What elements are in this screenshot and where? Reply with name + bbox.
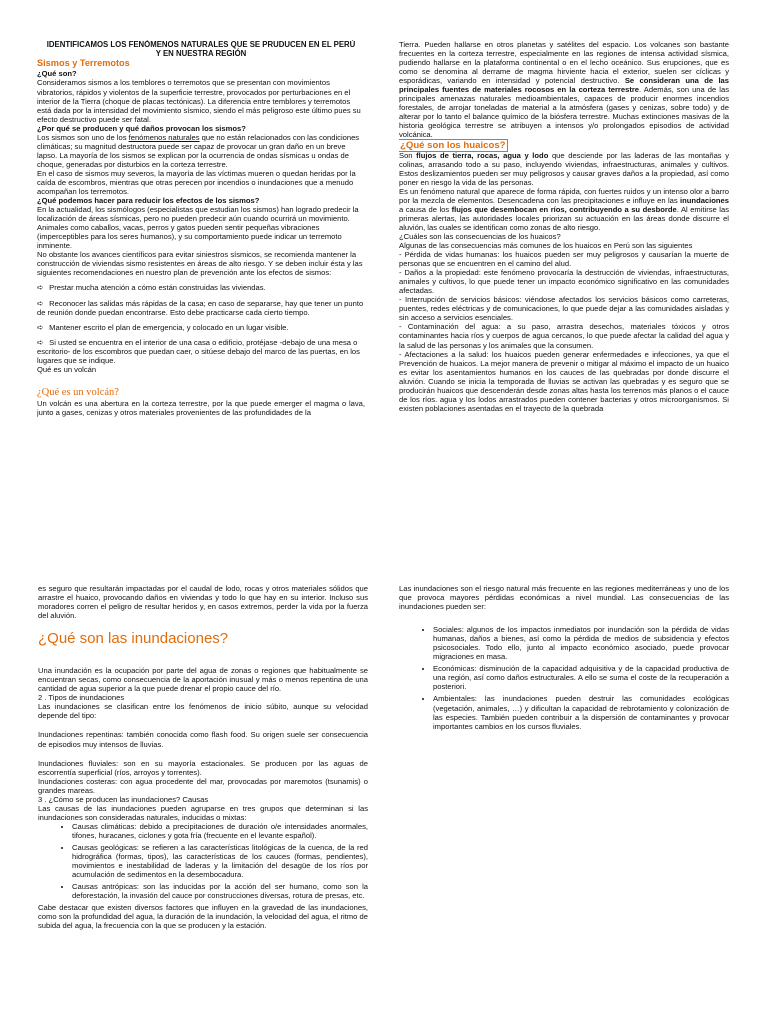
huaicos-heading: ¿Qué son los huaicos? [400,139,506,151]
page1-left-column [37,40,365,502]
question-por-que: ¿Por qué se producen y qué daños provocan los sismos? [37,123,246,133]
recommendation-item: ➪ Reconocer las salidas más rápidas de la casa; en caso de separarse, hay que tener un punto de reunión donde puedan encontrarse. Esto debe practicarse cada cierto tiempo. [37,298,364,317]
question-que-son: ¿Qué son? [37,69,77,79]
arrow-icon: ➪ [37,322,44,332]
sismos-heading: Sismos y Terremotos [37,58,130,69]
paragraph: - Interrupción de servicios básicos: viéndose afectados los servicios básicos como carreteras, puentes, redes eléctricas y de comunicaciones, lo que puede dejar a las comunidades aisladas y sin acceso a servicios esenciales. [399,295,729,323]
list-item: • Causas antrópicas: son las inducidas por la acción del ser humano, como son la deforestación, la invasión del cauce por construcciones diversas, rotura de presas, etc. [72,882,368,900]
paragraph: 2 . Tipos de inundaciones [38,693,125,703]
paragraph: Algunas de las consecuencias más comunes de los huaicos en Perú son las siguientes [399,240,693,250]
paragraph: Son flujos de tierra, rocas, agua y lodo que desciende por las laderas de las montañas y colinas, arrasando todo a su paso, incluyendo viviendas, infraestructuras, animales y cultivos. Estos deslizamientos pueden ser muy peligrosos y causar graves daños a la propiedad, así como poner en riesgo la vida de las personas. [399,150,729,187]
paragraph: - Daños a la propiedad: este fenómeno provocaría la destrucción de viviendas, infraestructuras, animales y cultivos, lo que puede tener un impacto económico significativo en las comunidades afectadas. [399,268,729,296]
paragraph: Los sismos son uno de los fenómenos naturales que no están relacionados con las condiciones climáticas; su magnitud destructora puede ser capaz de provocar un gran daño en un breve lapso. La mayoría de los sismos se explican por la ocurrencia de ondas sísmicas u ondas de choque, generadas por disturbios en la corteza terrestre. [37,132,360,169]
fenomenos-naturales-link[interactable]: fenómenos naturales [128,132,200,142]
arrow-icon: ➪ [37,337,44,347]
recommendation-item: ➪ Mantener escrito el plan de emergencia, y colocado en un lugar visible. [37,322,289,332]
paragraph: Qué es un volcán [37,364,97,374]
inundaciones-heading: ¿Qué son las inundaciones? [38,630,229,648]
list-item: • Sociales: algunos de los impactos inmediatos por inundación son la pérdida de vidas humanas, daños a bienes, así como la pérdida de medios de subsidencia y efectos psicosociales. Todo ello, junto al impacto económico asociado, puede provocar migraciones en masa. [433,625,729,661]
paragraph: es seguro que resultarán impactadas por el caudal de lodo, rocas y otros materiales sólidos que arrastre el huaico, provocando daños en viviendas y todo lo que hay en su interior. Incluso sus moradores corren el peligro de resultar heridos y, en casos extremos, perder la vida por la fuerza del aluvión. [38,584,368,621]
paragraph: En la actualidad, los sismólogos (especialistas que estudian los sismos) han logrado predecir la localización de áreas sísmicas, pero no pueden predecir aún cuando ocurrirá un movimiento. Animales como caballos, vacas, perros y gatos pueden sentir pequeñas vibraciones (imperceptibles para los seres humanos), y su comportamiento puede indicar un terremoto inminente. [37,205,359,251]
page2-right-column [399,584,729,804]
arrow-icon: ➪ [37,283,44,293]
paragraph: Inundaciones repentinas: también conocida como flash food. Su origen suele ser consecuencia de episodios muy intensos de lluvias. [38,730,368,749]
document-title: IDENTIFICAMOS LOS FENÓMENOS NATURALES QUE SE PRUDUCEN EN EL PERÚ Y EN NUESTRA REGIÓN [46,40,356,59]
arrow-icon: ➪ [37,298,44,308]
page1-right-column [399,40,729,504]
paragraph: Inundaciones costeras: con agua procedente del mar, provocadas por maremotos (tsunamis) o grandes mareas. [38,776,368,795]
question-que-hacer: ¿Qué podemos hacer para reducir los efectos de los sismos? [37,196,260,206]
paragraph: Las inundaciones se clasifican entre los fenómenos de inicio súbito, aunque su velocidad depende del tipo: [38,702,368,721]
paragraph: ¿Cuáles son las consecuencias de los huaicos? [399,231,561,241]
paragraph: Un volcán es una abertura en la corteza terrestre, por la que puede emerger el magma o lava, junto a gases, cenizas y otros materiales provenientes de las profundidades de la [37,398,365,417]
list-item: • Económicas: disminución de la capacidad adquisitiva y de la capacidad productiva de una región, así como daños estructurales. A ello se suma el coste de la recuperación a posteriori. [433,664,729,691]
paragraph: Las inundaciones son el riesgo natural más frecuente en las regiones mediterráneas y uno de los que provoca mayores pérdidas económicas a nivel mundial. Las consecuencias de las inundaciones pueden ser: [399,584,729,612]
paragraph: En el caso de sismos muy severos, la mayoría de las víctimas mueren o quedan heridas por la caída de escombros, mientras que otras perecen por incendios o inundaciones que a menudo acompañan los terremotos. [37,168,356,197]
paragraph: Es un fenómeno natural que aparece de forma rápida, con fuertes ruidos y un intenso olor a barro por la mezcla de elementos. Desencadena con las precipitaciones e influye en las inundaciones a causa de los flujos que desembocan en ríos, contribuyendo a su desborde. Al emitirse las primeras alertas, las autoridades locales priorizan su actuación en las áreas donde discurre el aluvión, las cuales se identifican como zonas de alto riesgo. [399,186,729,232]
paragraph: Una inundación es la ocupación por parte del agua de zonas o regiones que habitualmente se encuentran secas, como consecuencia de la aportación inusual y más o menos repentina de una cantidad de agua superior a la que puede drenar el propio cauce del río. [38,666,368,694]
paragraph: - Contaminación del agua: a su paso, arrastra desechos, materiales tóxicos y otros contaminantes hacia ríos y cuerpos de agua cercanos, lo que puede afectar la calidad del agua y la salud de las personas y los animales que la consumen. [399,322,729,350]
paragraph: 3 . ¿Cómo se producen las inundaciones? Causas [38,794,209,804]
volcan-heading: ¿Qué es un volcán? [37,386,119,398]
list-item: • Ambientales: las inundaciones pueden destruir las comunidades ecológicas (vegetación, animales, …) y dificultan la capacidad de rebrotamiento y colonización de las especies. También pueden contribuir a la dispersión de contaminantes y provocar importantes cambios en los cursos fluviales. [433,694,729,730]
paragraph: Cabe destacar que existen diversos factores que influyen en la gravedad de las inundaciones, como son la profundidad del agua, la duración de la inundación, la velocidad del agua, el ritmo de subida del agua, la frecuencia con la que se producen y la estación. [38,903,368,931]
list-item: • Causas climáticas: debido a precipitaciones de duración o/e intensidades anormales, tifones, huracanes, ciclones y gota fría (frecuente en el levante español). [72,822,368,840]
recommendation-item: ➪ Si usted se encuentra en el interior de una casa o edificio, protéjase -debajo de una mesa o escritorio- de los escombros que puedan caer, o sitúese debajo del marco de las puertas, en los lugares que se indique. [37,337,360,365]
page2-left-column [38,584,368,1024]
paragraph: - Pérdida de vidas humanas: los huaicos pueden ser muy peligrosos y causarían la muerte de personas que se encuentren en el camino del alud. [399,250,729,269]
paragraph: - Afectaciones a la salud: los huaicos pueden generar enfermedades e infecciones, ya que el Prevención de huaicos. La mejor manera de prevenir o mitigar al máximo el impacto de un huaico es evitar los asentamientos humanos en los cauces de las quebradas por donde discurre el aluvión. Cuando se inicia la temporada de lluvias se activan las quebradas y es seguro que se producirán huaicos que descenderán desde zonas altas hasta los terrenos más planos o el cauce de los ríos. agua y los lodos arrastrados pueden contener bacterias y otros microorganismos. Si existen poblaciones asentadas en el trayecto de la quebrada [399,349,729,413]
paragraph: No obstante los avances científicos para evitar siniestros sísmicos, se recomienda mantener la construcción de viviendas sismo resistentes en áreas de alto riesgo. Y se deben incluir ésta y las siguientes recomendaciones en nuestro plan de prevención ante los efectos de sismos: [37,250,363,278]
causes-list [38,822,368,900]
paragraph: Tierra. Pueden hallarse en otros planetas y satélites del espacio. Los volcanes son bastante frecuentes en la corteza terrestre, especialmente en las regiones de intensa actividad sísmica, pudiendo hallarse en la plataforma continental o en el lecho oceánico. Sus erupciones, que es como se denomina al derrame de magma hirviente hacia el exterior, suelen ser cíclicas y esporádicas, variando en intensidad y potencial destructivo. Se consideran una de las principales fuentes de materiales rocosos en la corteza terrestre. Además, son una de las principales amenazas naturales medioambientales, capaces de producir enormes incendios forestales, de arrojar toneladas de material a la atmósfera (gases y cenizas, sobre todo) y de alterar por lo tanto el balance químico de la biósfera terrestre. Muchas extinciones masivas de la historia geológica terrestre se atribuyen a intensos y/o prolongados episodios de actividad volcánica. [399,40,729,140]
document-page-2 [0,512,768,1024]
paragraph: Consideramos sismos a los temblores o terremotos que se presentan con movimientos vibratorios, rápidos y violentos de la superficie terrestre, provocados por perturbaciones en el interior de la Tierra (choque de placas tectónicas). La diferencia entre temblores y terremotos está dada por la intensidad del movimiento sísmico, siendo el más peligroso este último pues su efecto destructivo puede ser fatal. [37,78,361,124]
consequences-list [399,625,729,731]
recommendation-item: ➪ Prestar mucha atención a cómo están construidas las viviendas. [37,283,266,293]
list-item: • Causas geológicas: se refieren a las características litológicas de la cuenca, de la red hidrográfica (formas, tipos), las características de los cauces (formas, pendientes), movimientos e inestabilidad de laderas y la limitación del desagüe de los ríos por acumulación de sedimentos en la desembocadura. [72,843,368,879]
paragraph: Inundaciones fluviales: son en su mayoría estacionales. Se producen por las aguas de escorrentía superficial (ríos, arroyos y torrentes). [38,758,368,777]
paragraph: Las causas de las inundaciones pueden agruparse en tres grupos que determinan si las inundaciones son consideradas naturales, inducidas o mixtas: [38,803,368,822]
